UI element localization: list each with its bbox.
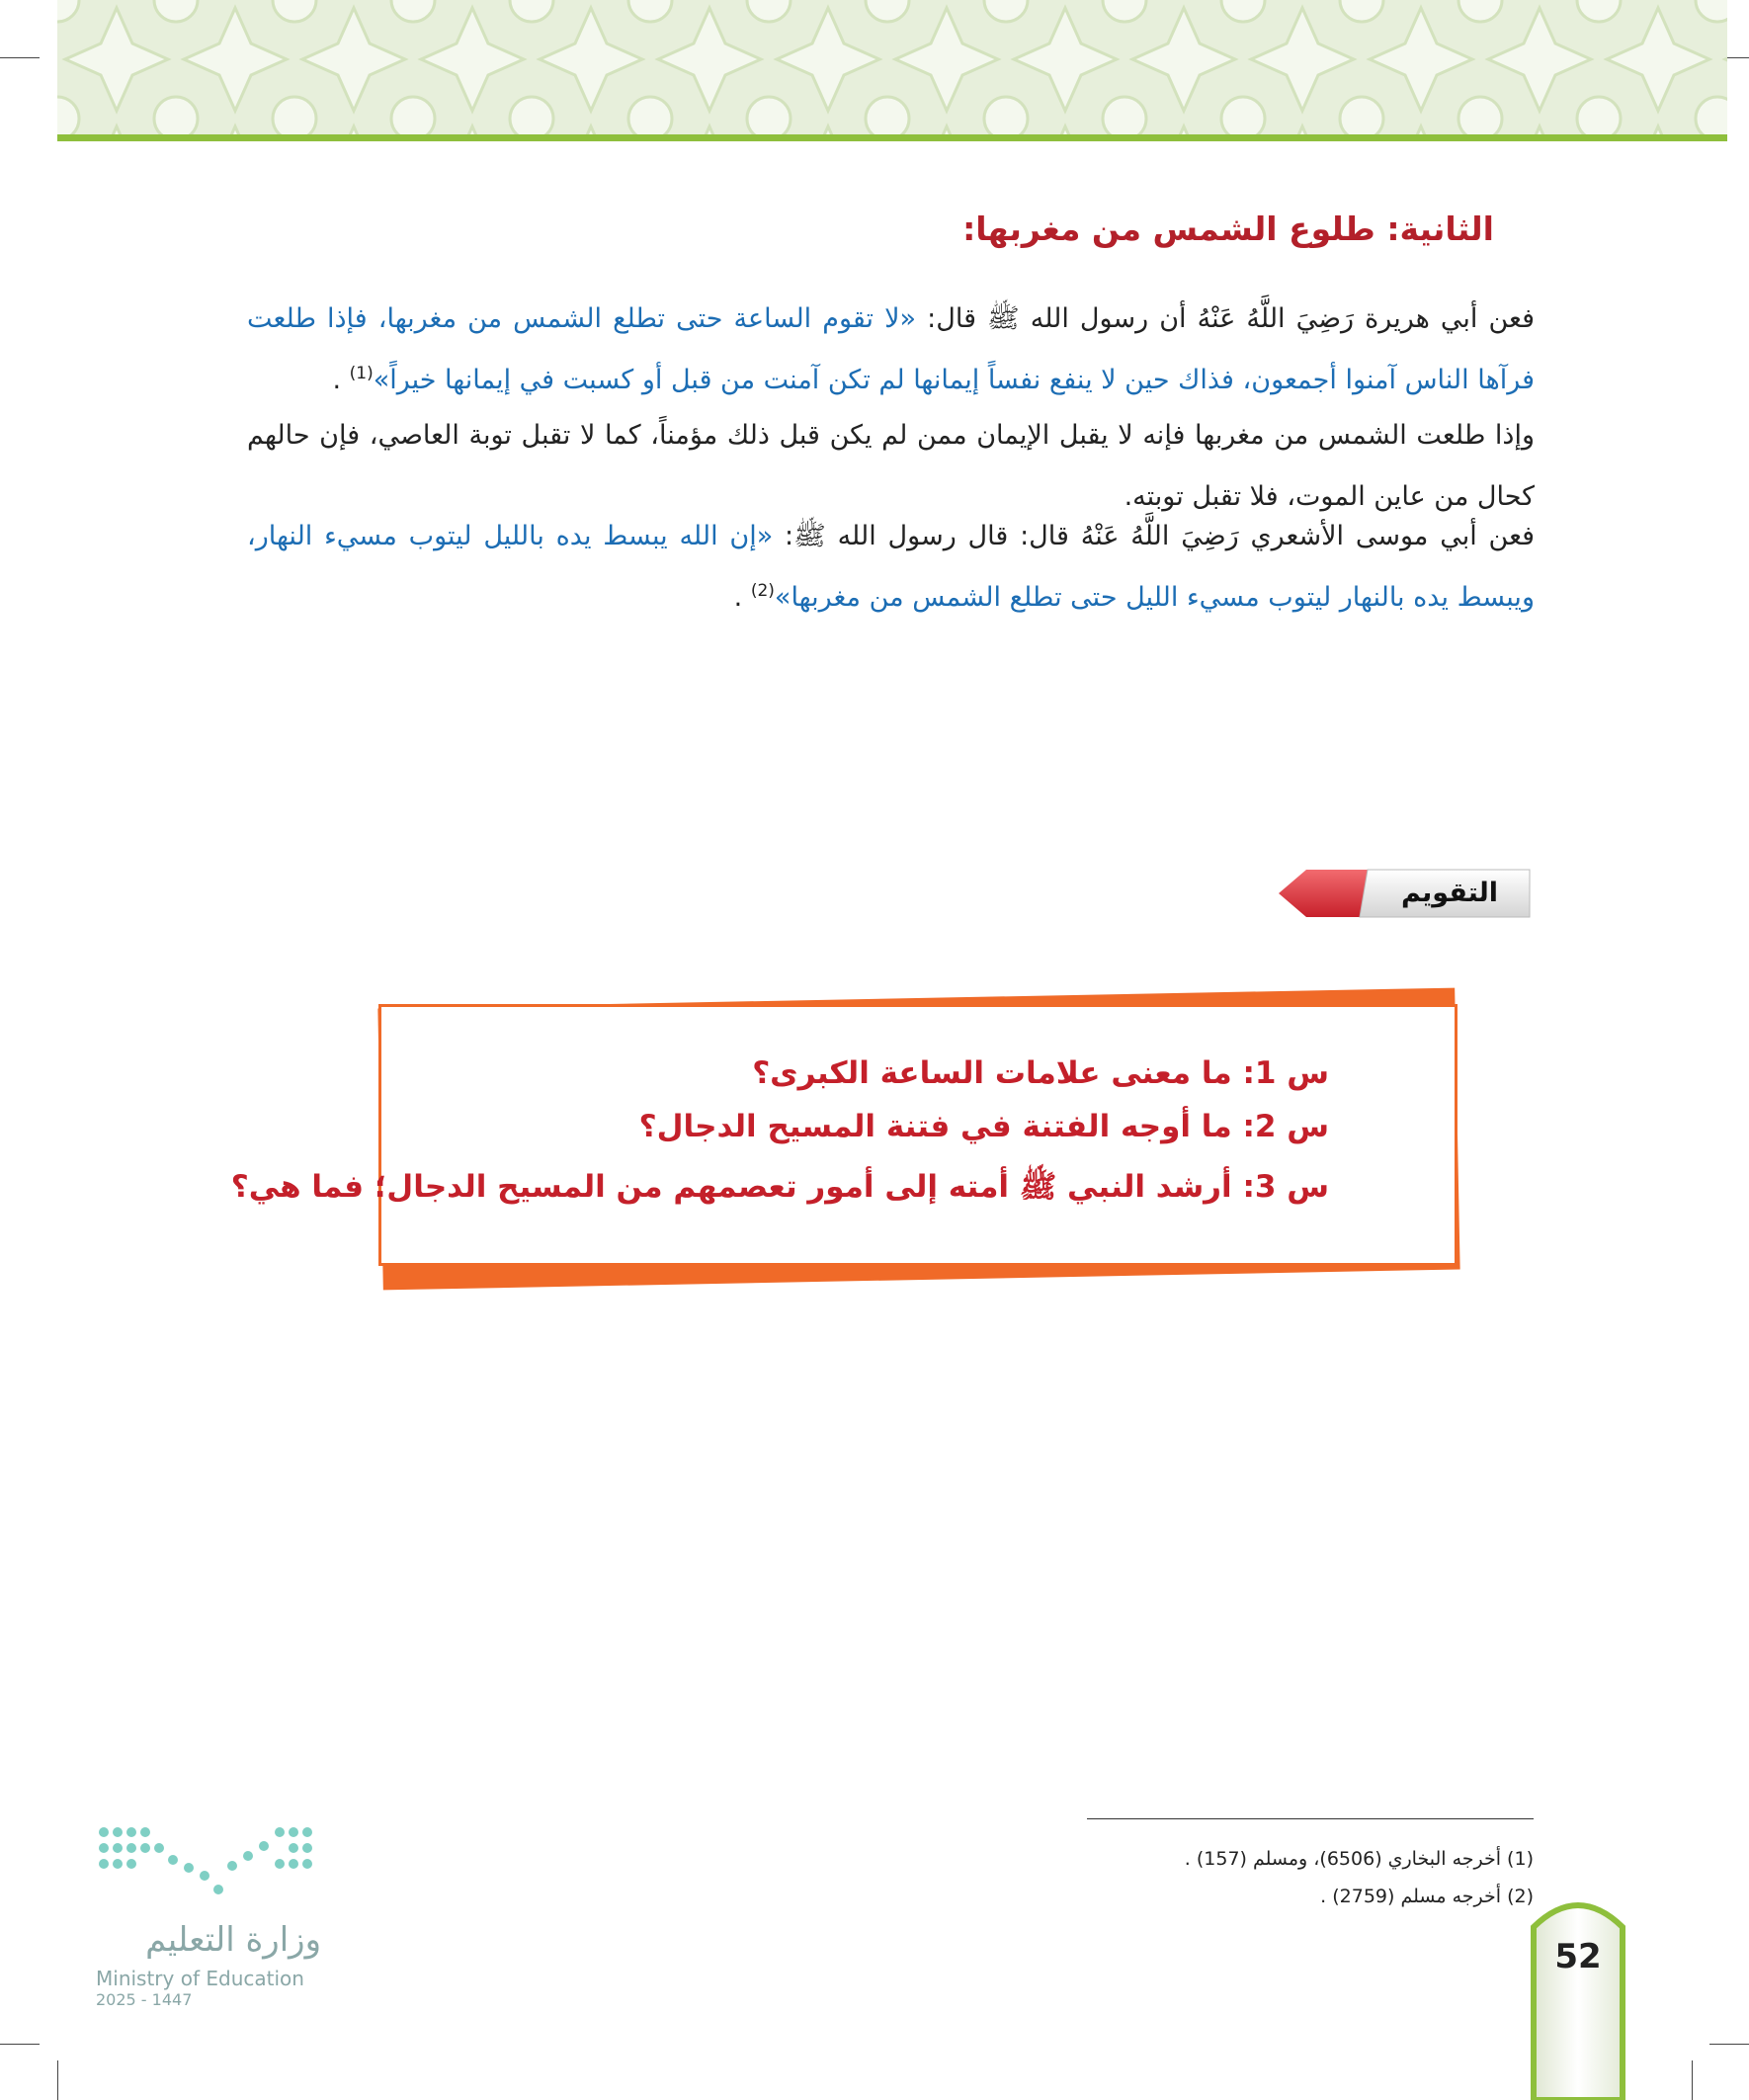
hadith-quote: «لا تقوم الساعة حتى تطلع الشمس من مغربها، فإذا طلعت فرآها الناس آمنوا أجمعون، فذاك حين لا ينفع نفساً إيمانها لم تكن آمنت من قبل أو كسبت في إيمانها خيراً» [247,303,1535,395]
paragraph-end: . [332,365,350,395]
paragraph-hadith-2 [247,506,1535,629]
logo-dots-icon [94,1818,321,1917]
logo-english-text: Ministry of Education [96,1967,304,1990]
question-2: س 2: ما أوجه الفتنة في فتنة المسيح الدجال؟ [638,1109,1329,1144]
footnote-2: (2) أخرجه مسلم (2759) . [1320,1886,1534,1907]
crop-mark [0,57,40,58]
crop-mark [1709,2044,1749,2045]
logo-year-text: 2025 - 1447 [96,1990,193,2009]
geometric-pattern [57,0,1727,134]
footnote-1: (1) أخرجه البخاري (6506)، ومسلم (157) . [1184,1848,1534,1870]
crop-mark [1692,2060,1693,2100]
paragraph-hadith-1 [247,289,1535,411]
paragraph-end: . [733,582,751,613]
crop-mark [0,2044,40,2045]
arch-tab-shape [1528,1888,1628,2100]
paragraph-explanation: وإذا طلعت الشمس من مغربها فإنه لا يقبل الإيمان ممن لم يكن قبل ذلك مؤمناً، كما لا تقبل توبة العاصي، فإن حالهم كحال من عاين الموت، فلا تقبل توبته. [247,420,1535,512]
page-number-tab [1528,1888,1628,2100]
footnote-ref: (2) [750,581,775,601]
page-number: 52 [1554,1937,1602,1976]
header-pattern-band [57,0,1727,141]
paragraph-intro: فعن أبي موسى الأشعري رَضِيَ اللَّهُ عَنْهُ قال: قال رسول الله ﷺ: [773,521,1536,551]
footnote-ref: (1) [349,364,374,383]
footnote-divider [1087,1818,1534,1819]
paragraph-intro: فعن أبي هريرة رَضِيَ اللَّهُ عَنْهُ أن رسول الله ﷺ قال: [916,303,1535,334]
crop-mark [57,2060,58,2100]
logo-arabic-text: وزارة التعليم [145,1920,321,1960]
question-3: س 3: أرشد النبي ﷺ أمته إلى أمور تعصمهم من المسيح الدجال؛ فما هي؟ [230,1169,1329,1205]
evaluation-label: التقويم [1400,878,1499,908]
section-title: الثانية: طلوع الشمس من مغربها: [962,210,1494,248]
evaluation-tab [1277,868,1532,919]
hadith-quote: «إن الله يبسط يده بالليل ليتوب مسيء النهار، ويبسط يده بالنهار ليتوب مسيء الليل حتى تطلع الشمس من مغربها» [247,521,1535,613]
ministry-logo [94,1818,321,2016]
question-1: س 1: ما معنى علامات الساعة الكبرى؟ [752,1055,1329,1091]
